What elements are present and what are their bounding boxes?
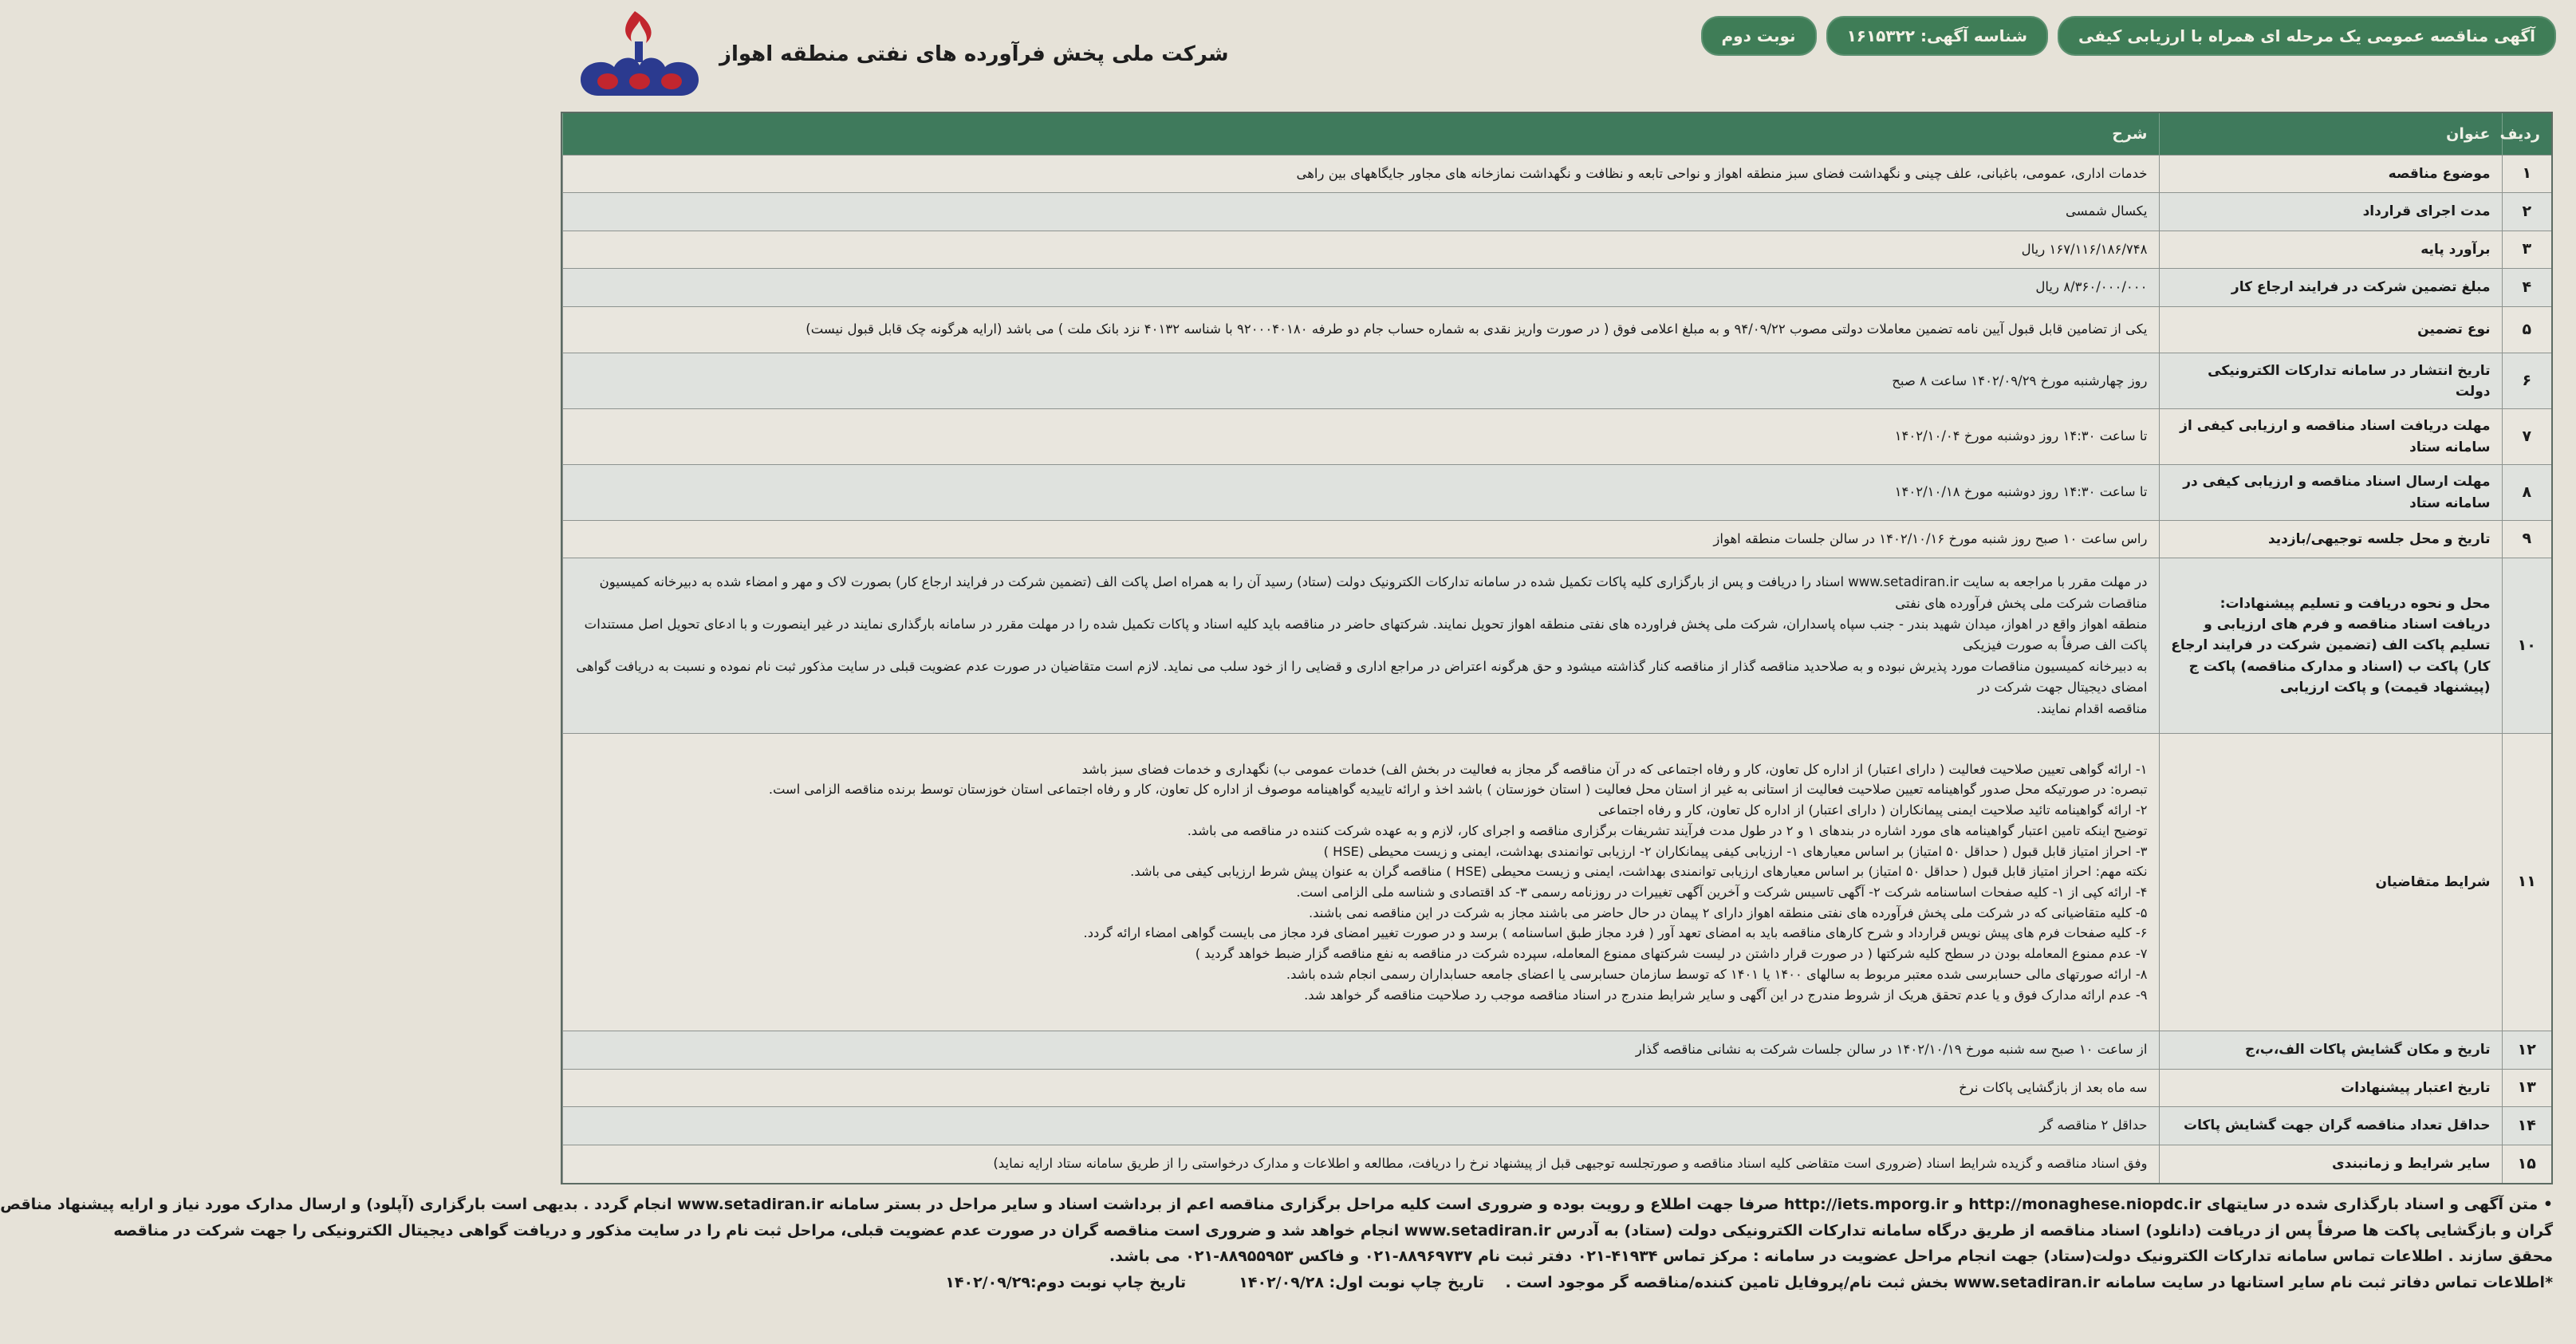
tender-id-pill: شناسه آگهی: ۱۶۱۵۳۲۲ — [1826, 16, 2048, 56]
row-number: ۱۳ — [2502, 1069, 2551, 1107]
row-title: محل و نحوه دریافت و تسلیم پیشنهادات: دریافت اسناد مناقصه و فرم های ارزیابی و تسلیم پاکت الف (تضمین شرکت در فرایند ارجاع کار) پاکت ب (اسناد و مدارک مناقصه) پاکت ج (پیشنهاد قیمت) و پاکت ارزیابی — [2159, 558, 2502, 733]
description-line: توضیح اینکه تامین اعتبار گواهینامه های مورد اشاره در بندهای ۱ و ۲ در طول مدت فرآیند تشریفات برگزاری مناقصه و اجرای کار، لازم و به عهده شرکت کننده در مناقصه می باشد. — [1187, 822, 2148, 838]
description-line: ۱۶۷/۱۱۶/۱۸۶/۷۴۸ ریال — [2021, 241, 2148, 257]
company-name: شرکت ملی پخش فرآورده های نفتی منطقه اهواز — [719, 42, 1229, 66]
row-description — [563, 269, 2160, 307]
description-line: ۲- ارائه گواهینامه تائید صلاحیت ایمنی پیمانکاران ( دارای اعتبار) از اداره کل تعاون، کار و رفاه اجتماعی — [1597, 802, 2148, 818]
row-title: تاریخ انتشار در سامانه تدارکات الکترونیکی دولت — [2159, 353, 2502, 409]
row-number: ۲ — [2502, 193, 2551, 231]
row-description — [563, 733, 2160, 1031]
header-row-number: ردیف — [2502, 113, 2551, 155]
table-row — [563, 1145, 2552, 1183]
description-line: ۴- ارائه کپی از ۱- کلیه صفحات اساسنامه شرکت ۲- آگهی تاسیس شرکت و آخرین آگهی تغییرات در روزنامه رسمی ۳- کد اقتصادی و شناسه ملی الزامی است. — [1296, 884, 2148, 900]
row-title: برآورد پایه — [2159, 231, 2502, 269]
description-line: از ساعت ۱۰ صبح سه شنبه مورخ ۱۴۰۲/۱۰/۱۹ در سالن جلسات شرکت به نشانی مناقصه گذار — [1635, 1042, 2148, 1058]
row-title: مدت اجرای قرارداد — [2159, 193, 2502, 231]
table-row — [563, 1031, 2552, 1070]
row-description — [563, 155, 2160, 193]
row-number: ۶ — [2502, 353, 2551, 409]
description-line: ۸/۳۶۰/۰۰۰/۰۰۰ ریال — [2035, 279, 2148, 295]
description-line: ۵- کلیه متقاضیانی که در شرکت ملی پخش فرآورده های نفتی منطقه اهواز دارای ۲ پیمان در حال حاضر می باشند مجاز به شرکت در این مناقصه نمی باشند. — [1309, 905, 2148, 920]
row-title: تاریخ اعتبار پیشنهادات — [2159, 1069, 2502, 1107]
description-line: ۶- کلیه صفحات فرم های پیش نویس قرارداد و شرح کارهای مناقصه باید به امضای تعهد آور ( فرد مجاز طبق اساسنامه ) برسد و در صورت تغییر امضای فرد مجاز می بایست گواهی امضاء ارائه گردد. — [1083, 925, 2148, 941]
row-number: ۱۴ — [2502, 1107, 2551, 1145]
footer-line-3: محقق سازند . اطلاعات تماس سامانه تدارکات الکترونیک دولت(ستاد) جهت انجام مراحل عضویت در سامانه : مرکز تماس ۴۱۹۳۴-۰۲۱ دفتر ثبت نام ۸۸۹۶۹۷۳۷-۰۲۱ و فاکس ۸۸۹۵۵۹۵۳-۰۲۱ می باشد. — [1109, 1247, 2553, 1266]
header-title: عنوان — [2159, 113, 2502, 155]
row-description — [563, 558, 2160, 733]
description-line: ۸- ارائه صورتهای مالی حسابرسی شده معتبر مربوط به سالهای ۱۴۰۰ یا ۱۴۰۱ که توسط سازمان حسابرسی یا اعضای جامعه حسابداران رسمی انجام شده باشد. — [1286, 966, 2148, 982]
table-row — [563, 465, 2552, 521]
table-row — [563, 353, 2552, 409]
description-line: به دبیرخانه کمیسیون مناقصات مورد پذیرش نبوده و به صلاحدید مناقصه گذار از مناقصه کنار گذاشته میشود و حق هرگونه اعتراض در مراجع اداری و قضایی را از خود سلب می نماید. لازم است متقاضیان در صورت عدم عضویت قبلی در سایت مذکور ثبت نام نموده و نسبت به دریافت گواهی امضای دیجیتال جهت شرکت در — [576, 658, 2148, 696]
ad-footer — [0, 1192, 2553, 1296]
description-line: ۹- عدم ارائه مدارک فوق و یا عدم تحقق هریک از شروط مندرج در این آگهی و سایر شرایط مندرج در اسناد مناقصه موجب رد صلاحیت مناقصه گر خواهد شد. — [1304, 987, 2148, 1003]
row-description — [563, 409, 2160, 465]
row-description — [563, 231, 2160, 269]
table-row — [563, 409, 2552, 465]
description-line: در مهلت مقرر با مراجعه به سایت www.setadiran.ir اسناد را دریافت و پس از بارگزاری کلیه پاکات تکمیل شده در سامانه تدارکات الکترونیک دولت (ستاد) رسید آن را به همراه اصل پاکت الف (تضمین شرکت در فرایند ارجاع کار) بصورت لاک و مهر و امضاء شده به دبیرخانه کمیسیون مناقصات شرکت ملی پخش فرآورده های نفتی — [599, 574, 2148, 611]
tender-title-pill: آگهی مناقصه عمومی یک مرحله ای همراه با ارزیابی کیفی — [2058, 16, 2556, 56]
row-description — [563, 1107, 2160, 1145]
row-number: ۳ — [2502, 231, 2551, 269]
table-row — [563, 1069, 2552, 1107]
description-line: یکی از تضامین قابل قبول آیین نامه تضمین معاملات دولتی مصوب ۹۴/۰۹/۲۲ و به مبلغ اعلامی فوق ( در صورت واریز نقدی به شماره حساب جام دو طرفه ۹۲۰۰۰۴۰۱۸۰ با شناسه ۴۰۱۳۲ نزد بانک ملت ) می باشد (ارایه هرگونه چک قابل قبول نیست) — [805, 321, 2148, 337]
row-title: حداقل تعداد مناقصه گران جهت گشایش پاکات — [2159, 1107, 2502, 1145]
row-number: ۱۰ — [2502, 558, 2551, 733]
description-line: نکته مهم: احراز امتیاز قابل قبول ( حداقل ۵۰ امتیاز) بر اساس معیارهای ارزیابی توانمندی بهداشت، ایمنی و زیست محیطی (HSE ) مناقصه گران به عنوان پیش شرط ارزیابی کیفی می باشد. — [1130, 864, 2148, 880]
header-description: شرح — [563, 113, 2160, 155]
row-description — [563, 1145, 2160, 1183]
footer-line-2: گران و بازگشایی پاکت ها صرفاً پس از دریافت (دانلود) اسناد مناقصه از طریق درگاه سامانه تدارکات الکترونیکی دولت (ستاد) به آدرس www.setadiran.ir انجام خواهد شد و ضروری است مناقصه گران در صورت عدم عضویت قبلی، مراحل ثبت نام را در سایت مذکور و دریافت گواهی دیجیتال الکترونیکی را جهت شرکت در مناقصه — [113, 1221, 2553, 1240]
row-description — [563, 1031, 2160, 1070]
header-pills — [1701, 16, 2556, 56]
row-description — [563, 306, 2160, 353]
description-line: تبصره: در صورتیکه محل صدور گواهینامه تعیین صلاحیت فعالیت از استانی به غیر از استان محل فعالیت ( استان خوزستان ) باشد اخذ و ارائه تاییدیه گواهینامه موصوف از اداره کل تعاون، کار و رفاه اجتماعی استان خوزستان توسط برنده مناقصه الزامی است. — [768, 782, 2148, 798]
row-description — [563, 353, 2160, 409]
table-row — [563, 1107, 2552, 1145]
table-row — [563, 733, 2552, 1031]
print-date-second: تاریخ چاپ نوبت دوم:۱۴۰۲/۰۹/۲۹ — [945, 1274, 1187, 1292]
company-logo-block — [573, 6, 1229, 102]
table-row — [563, 306, 2552, 353]
row-title: سایر شرایط و زمانبندی — [2159, 1145, 2502, 1183]
print-date-first: تاریخ چاپ نوبت اول: ۱۴۰۲/۰۹/۲۸ — [1239, 1274, 1485, 1292]
footer-line-1: • متن آگهی و اسناد بارگذاری شده در سایتهای http://monaghese.niopdc.ir و http://iets.mporg.ir صرفا جهت اطلاع و رویت بوده و ضروری است کلیه مراحل برگزاری مناقصه اعم از برداشت اسناد و سایر مراحل در بستر سامانه www.setadiran.ir انجام گردد . بدیهی است بارگزاری (آپلود) و ارسال مدارک مورد نیاز و ارایه پیشنهاد مناقص — [0, 1196, 2553, 1213]
description-line: ۱- ارائه گواهی تعیین صلاحیت فعالیت ( دارای اعتبار) از اداره کل تعاون، کار و رفاه اجتماعی که در آن مناقصه گر مجاز به فعالیت در بخش الف) خدمات عمومی ب) نگهداری و خدمات فضای سبز باشد — [1081, 761, 2148, 777]
round-pill: نوبت دوم — [1701, 16, 1817, 56]
description-line: ۷- عدم ممنوع المعامله بودن در سطح کلیه شرکتها ( در صورت قرار داشتن در لیست شرکتهای ممنوع المعامله، سپرده شرکت در مناقصه به نفع مناقصه گزار ضبط خواهد گردید ) — [1195, 946, 2148, 962]
description-line: راس ساعت ۱۰ صبح روز شنبه مورخ ۱۴۰۲/۱۰/۱۶ در سالن جلسات منطقه اهواز — [1713, 530, 2148, 546]
table-row — [563, 520, 2552, 558]
description-line: حداقل ۲ مناقصه گر — [2039, 1117, 2148, 1133]
description-line: منطقه اهواز واقع در اهواز، میدان شهید بندر - جنب سپاه پاسداران، شرکت ملی پخش فراورده های نفتی منطقه اهواز تحویل نمایند. شرکتهای حاضر در مناقصه باید کلیه اسناد و پاکات تکمیل شده را در مهلت مقرر در سامانه بارگذاری نمایند در غیر اینصورت و با ادعای تحویل اصل مستندات پاکت الف صرفاً به صورت فیزیکی — [584, 616, 2148, 653]
description-line: مناقصه اقدام نمایند. — [2036, 700, 2148, 716]
row-title: مهلت دریافت اسناد مناقصه و ارزیابی کیفی از سامانه ستاد — [2159, 409, 2502, 465]
description-line: وفق اسناد مناقصه و گزیده شرایط اسناد (ضروری است متقاضی کلیه اسناد مناقصه و صورتجلسه توجیهی قبل از پیشنهاد نرخ را دریافت، مطالعه و اطلاعات و مدارک درخواستی را از طریق سامانه ستاد ارایه نماید) — [993, 1156, 2148, 1172]
description-line: تا ساعت ۱۴:۳۰ روز دوشنبه مورخ ۱۴۰۲/۱۰/۰۴ — [1894, 428, 2148, 444]
description-line: ۳- احراز امتیاز قابل قبول ( حداقل ۵۰ امتیاز) بر اساس معیارهای ۱- ارزیابی کیفی پیمانکاران ۲- ارزیابی توانمندی بهداشت، ایمنی و زیست محیطی (HSE ) — [1323, 843, 2148, 859]
row-title: شرایط متقاضیان — [2159, 733, 2502, 1031]
footer-line-4 — [561, 1270, 2553, 1296]
row-title: مهلت ارسال اسناد مناقصه و ارزیابی کیفی در سامانه ستاد — [2159, 465, 2502, 521]
row-description — [563, 520, 2160, 558]
row-title: نوع تضمین — [2159, 306, 2502, 353]
row-number: ۱ — [2502, 155, 2551, 193]
table-row — [563, 558, 2552, 733]
table-row — [563, 269, 2552, 307]
row-title: مبلغ تضمین شرکت در فرایند ارجاع کار — [2159, 269, 2502, 307]
row-number: ۱۲ — [2502, 1031, 2551, 1070]
nioc-flame-logo-icon — [573, 6, 708, 102]
table-header-row — [563, 113, 2552, 155]
row-description — [563, 193, 2160, 231]
ad-header — [537, 0, 2576, 112]
row-number: ۷ — [2502, 409, 2551, 465]
table-row — [563, 155, 2552, 193]
description-line: سه ماه بعد از بازگشایی پاکات نرخ — [1959, 1079, 2148, 1095]
description-line: تا ساعت ۱۴:۳۰ روز دوشنبه مورخ ۱۴۰۲/۱۰/۱۸ — [1894, 484, 2148, 500]
description-line: یکسال شمسی — [2065, 203, 2148, 219]
row-number: ۱۵ — [2502, 1145, 2551, 1183]
row-description — [563, 465, 2160, 521]
footer-contact-note: *اطلاعات تماس دفاتر ثبت نام سایر استانها در سایت سامانه www.setadiran.ir بخش ثبت نام/پروفایل تامین کننده/مناقصه گر موجود است . — [1505, 1274, 2553, 1292]
description-line: روز چهارشنبه مورخ ۱۴۰۲/۰۹/۲۹ ساعت ۸ صبح — [1892, 372, 2148, 388]
row-title: تاریخ و محل جلسه توجیهی/بازدید — [2159, 520, 2502, 558]
row-number: ۴ — [2502, 269, 2551, 307]
row-number: ۸ — [2502, 465, 2551, 521]
row-title: تاریخ و مکان گشایش پاکات الف،ب،ج — [2159, 1031, 2502, 1070]
row-number: ۱۱ — [2502, 733, 2551, 1031]
table-row — [563, 231, 2552, 269]
table-row — [563, 193, 2552, 231]
row-description — [563, 1069, 2160, 1107]
description-line: خدمات اداری، عمومی، باغبانی، علف چینی و نگهداشت فضای سبز منطقه اهواز و نواحی تابعه و نظافت و نگهداشت نمازخانه های مجاور جایگاههای بین راهی — [1296, 165, 2148, 181]
tender-table — [561, 112, 2553, 1184]
row-title: موضوع مناقصه — [2159, 155, 2502, 193]
row-number: ۵ — [2502, 306, 2551, 353]
row-number: ۹ — [2502, 520, 2551, 558]
